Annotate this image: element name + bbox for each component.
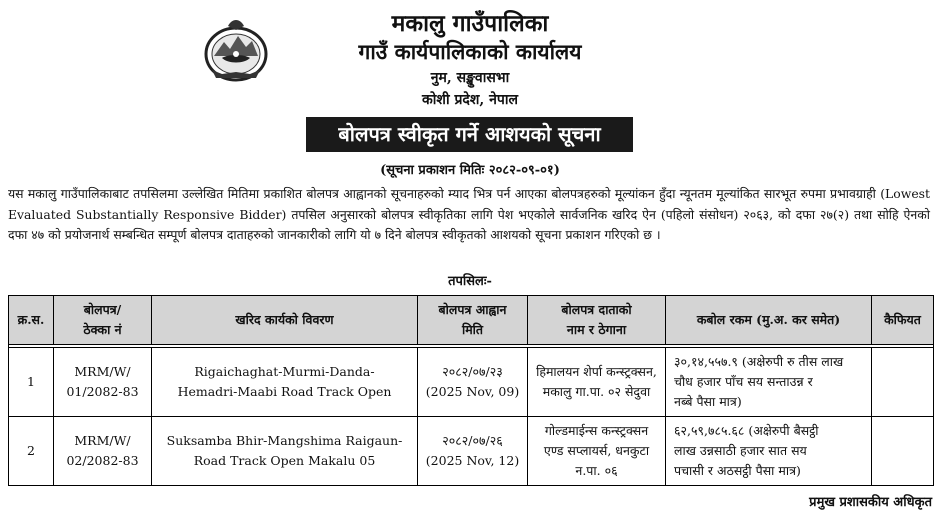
row-bidder [528,417,666,486]
row-bid-no-line1: MRM/W/ [74,364,131,379]
table-header-row [9,296,934,345]
row-date-line1: २०८२/०७/२६ [442,433,503,448]
header-date-line1: बोलपत्र आह्वान [438,302,507,317]
row-amount-line2: लाख उन्नसाठी हजार सात सय [674,443,807,458]
header-bidder-line1: बोलपत्र दाताको [561,302,632,317]
row-desc-line1: Rigaichaghat-Murmi-Danda- [194,364,375,379]
annex-label: तपसिलः- [448,274,492,289]
row-bidder-line1: गोल्डमाईन्स कन्स्ट्रक्सन [544,423,649,438]
row-bid-no-line2: 02/2082-83 [66,453,139,468]
row-bidder-line2: मकालु गा.पा. ०२ सेदुवा [542,384,651,399]
publish-date: (सूचना प्रकाशन मितिः २०८२-०९-०१) [380,163,560,178]
row-amount [666,348,872,417]
table-row [9,417,934,486]
row-bidder-line2: एण्ड सप्लायर्स, धनकुटा [543,443,650,458]
row-amount-line2: चौध हजार पाँच सय सन्ताउन्न र [674,374,813,389]
row-desc-line2: Hemadri-Maabi Road Track Open [177,384,392,399]
row-desc-line2: Road Track Open Makalu 05 [193,453,376,468]
row-bid-no-line2: 01/2082-83 [66,384,139,399]
bid-table [8,295,934,486]
row-bid-no-line1: MRM/W/ [74,433,131,448]
header-date-line2: मिति [461,322,484,337]
row-amount-line3: नब्बे पैसा मात्र) [674,394,742,409]
header-remarks: कैफियत [872,296,934,345]
row-sn: 2 [9,417,54,486]
header-date [418,296,528,345]
address-line-2: कोशी प्रदेश, नेपाल [422,92,518,108]
address-line-1: नुम, सङ्खुवासभा [430,70,510,86]
row-date-line2: (2025 Nov, 12) [425,453,520,468]
office-name: गाउँ कार्यपालिकाको कार्यालय [358,39,582,64]
row-remarks [872,348,934,417]
notice-paragraph: यस मकालु गाउँपालिकाबाट तपसिलमा उल्लेखित मितिमा प्रकाशित बोलपत्र आह्वानको सूचनाहरुको म्याद भित्र पर्न आएका बोलपत्रहरुको मूल्यांकन हुँदा न्यूनतम मूल्यांकित सारभूत रुपमा प्रभावग्राही (Lowest Evaluated Substantially Responsive Bidder) तपसिल अनुसारको बोलपत्र स्वीकृतिका लागि पेश भएकोले सार्वजनिक खरिद ऐन (पहिलो संसोधन) २०६३, को दफा २७(२) तथा सोहि ऐनको दफा ४७ को प्रयोजनार्थ सम्बन्धित सम्पूर्ण बोलपत्र दाताहरुको जानकारीको लागि यो ७ दिने बोलपत्र स्वीकृतको आशयको सूचना प्रकाशन गरिएको छ । [8,186,930,242]
header-bidder-line2: नाम र ठेगाना [566,322,627,337]
row-date-line2: (2025 Nov, 09) [425,384,520,399]
header-bidder [528,296,666,345]
header-description: खरिद कार्यको विवरण [152,296,418,345]
header-sn: क्र.स. [9,296,54,345]
row-amount [666,417,872,486]
row-date [418,417,528,486]
row-description [152,348,418,417]
row-sn: 1 [9,348,54,417]
signature-title: प्रमुख प्रशासकीय अधिकृत [809,495,932,510]
row-bidder-line1: हिमालयन शेर्पा कन्स्ट्रक्सन, [536,364,657,379]
municipality-name: मकालु गाउँपालिका [391,10,549,37]
notice-title: बोलपत्र स्वीकृत गर्ने आशयको सूचना [306,117,633,152]
row-amount-line3: पचासी र अठसट्ठी पैसा मात्र) [674,463,801,478]
table-row [9,348,934,417]
row-remarks [872,417,934,486]
row-amount-line1: ३०,१४,५५७.९ (अक्षेरुपी रु तीस लाख [674,354,844,369]
row-date [418,348,528,417]
header-amount: कबोल रकम (मु.अ. कर समेत) [666,296,872,345]
row-description [152,417,418,486]
header-bid-no [54,296,152,345]
row-bidder-line3: न.पा. ०६ [575,463,618,478]
row-bid-no [54,348,152,417]
row-date-line1: २०८२/०७/२३ [442,364,503,379]
header-bid-no-line1: बोलपत्र/ [83,302,122,317]
row-bid-no [54,417,152,486]
header-bid-no-line2: ठेक्का नं [83,322,122,337]
row-bidder [528,348,666,417]
row-amount-line1: ६२,५९,७८५.६८ (अक्षेरुपी बैसट्ठी [674,423,819,438]
row-desc-line1: Suksamba Bhir-Mangshima Raigaun- [166,433,403,448]
